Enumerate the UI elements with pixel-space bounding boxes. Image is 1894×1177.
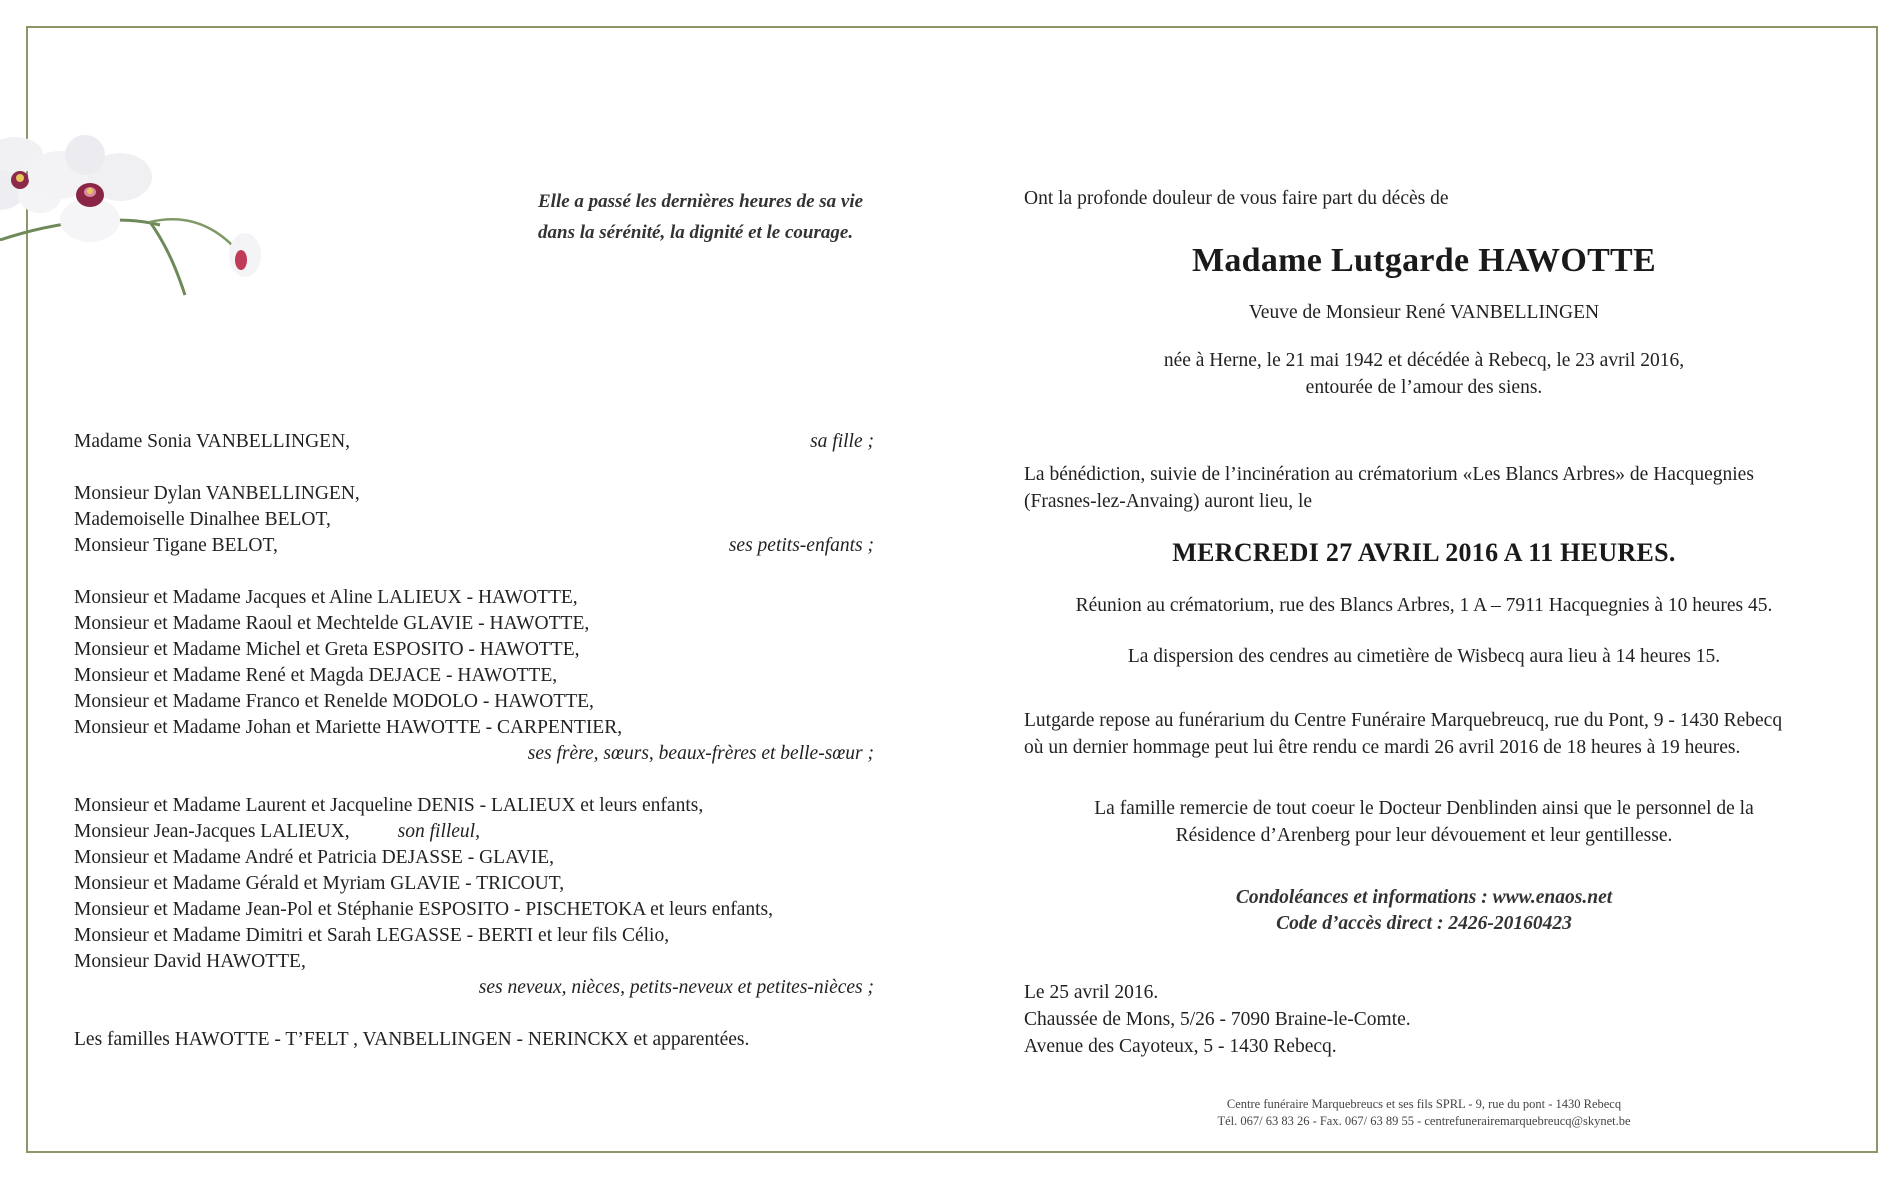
family-line: Monsieur et Madame André et Patricia DEJASSE - GLAVIE, — [74, 847, 555, 868]
family-line: Monsieur et Madame Jean-Pol et Stéphanie ESPOSITO - PISCHETOKA et leurs enfants, — [74, 899, 774, 920]
birth-death-info — [1024, 347, 1824, 401]
epitaph-quote — [538, 186, 878, 248]
footer-line: Tél. 067/ 63 83 26 - Fax. 067/ 63 89 55 - centrefunerairemarquebreucq@skynet.be — [1217, 1114, 1631, 1128]
meeting-info: Réunion au crématorium, rue des Blancs Arbres, 1 A – 7911 Hacquegnies à 10 heures 45. — [1075, 595, 1773, 616]
condolences-line: Condoléances et informations : www.enaos.net — [1235, 887, 1613, 908]
family-address — [1024, 979, 1824, 1060]
ceremony-info — [1024, 461, 1824, 515]
thanks-text — [1024, 795, 1824, 849]
family-line: Monsieur et Madame Michel et Greta ESPOSITO - HAWOTTE, — [74, 639, 580, 660]
address-line: Chaussée de Mons, 5/26 - 7090 Braine-le-Comte. — [1024, 1009, 1411, 1030]
family-line — [74, 429, 874, 455]
family-line: Monsieur et Madame René et Magda DEJACE - HAWOTTE, — [74, 665, 558, 686]
funeral-home-footer — [1024, 1096, 1824, 1130]
nephews-role: ses neveux, nièces, petits-neveux et petites-nièces ; — [478, 977, 874, 998]
families-line: Les familles HAWOTTE - T’FELT , VANBELLINGEN - NERINCKX et apparentées. — [74, 1029, 750, 1050]
address-line: Avenue des Cayoteux, 5 - 1430 Rebecq. — [1024, 1036, 1337, 1057]
access-code-line: Code d’accès direct : 2426-20160423 — [1276, 913, 1572, 934]
family-line: Monsieur et Madame Dimitri et Sarah LEGASSE - BERTI et leur fils Célio, — [74, 925, 670, 946]
rest-line: où un dernier hommage peut lui être rendu ce mardi 26 avril 2016 de 18 heures à 19 heures. — [1024, 737, 1741, 758]
orchid-flower-image — [0, 110, 280, 310]
birth-line: entourée de l’amour des siens. — [1305, 377, 1543, 398]
family-line — [74, 819, 874, 845]
deceased-name: Madame Lutgarde HAWOTTE — [1191, 242, 1657, 279]
family-list — [74, 429, 874, 1053]
birth-line: née à Herne, le 21 mai 1942 et décédée à Rebecq, le 23 avril 2016, — [1163, 350, 1685, 371]
godson-role: son filleul, — [397, 821, 480, 842]
family-line: Monsieur et Madame Johan et Mariette HAWOTTE - CARPENTIER, — [74, 717, 623, 738]
footer-line: Centre funéraire Marquebreucs et ses fils SPRL - 9, rue du pont - 1430 Rebecq — [1226, 1097, 1622, 1111]
thanks-line: La famille remercie de tout coeur le Docteur Denblinden ainsi que le personnel de la — [1094, 798, 1754, 819]
ceremony-line: La bénédiction, suivie de l’incinération au crématorium «Les Blancs Arbres» de Hacquegnies — [1024, 464, 1754, 485]
grandchild-name: Monsieur Tigane BELOT, — [74, 535, 278, 556]
family-line: Monsieur Dylan VANBELLINGEN, — [74, 483, 360, 504]
grandchildren-role: ses petits-enfants ; — [728, 535, 874, 556]
family-line: Mademoiselle Dinalhee BELOT, — [74, 509, 331, 530]
daughter-name: Madame Sonia VANBELLINGEN, — [74, 431, 351, 452]
widow-of: Veuve de Monsieur René VANBELLINGEN — [1248, 302, 1600, 323]
ceremony-date: MERCREDI 27 AVRIL 2016 A 11 HEURES. — [1172, 538, 1676, 567]
intro-text: Ont la profonde douleur de vous faire part du décès de — [1024, 188, 1449, 209]
quote-line: dans la sérénité, la dignité et le courage. — [538, 222, 854, 243]
family-line — [74, 533, 874, 559]
quote-line: Elle a passé les dernières heures de sa vie — [538, 191, 864, 212]
funerarium-info — [1024, 707, 1824, 761]
family-line: Monsieur et Madame Jacques et Aline LALIEUX - HAWOTTE, — [74, 587, 578, 608]
daughter-role: sa fille ; — [810, 431, 874, 452]
address-line: Le 25 avril 2016. — [1024, 982, 1159, 1003]
ceremony-line: (Frasnes-lez-Anvaing) auront lieu, le — [1024, 491, 1313, 512]
family-line: Monsieur et Madame Franco et Renelde MODOLO - HAWOTTE, — [74, 691, 594, 712]
family-line: Monsieur et Madame Laurent et Jacqueline DENIS - LALIEUX et leurs enfants, — [74, 795, 704, 816]
condolences-info — [1024, 885, 1824, 937]
dispersion-info: La dispersion des cendres au cimetière de Wisbecq aura lieu à 14 heures 15. — [1127, 646, 1721, 667]
rest-line: Lutgarde repose au funérarium du Centre Funéraire Marquebreucq, rue du Pont, 9 - 1430 Rebecq — [1024, 710, 1783, 731]
siblings-role: ses frère, sœurs, beaux-frères et belle-sœur ; — [527, 743, 874, 764]
family-line: Monsieur et Madame Raoul et Mechtelde GLAVIE - HAWOTTE, — [74, 613, 590, 634]
family-line: Monsieur David HAWOTTE, — [74, 951, 306, 972]
family-line: Monsieur et Madame Gérald et Myriam GLAVIE - TRICOUT, — [74, 873, 565, 894]
godson-name: Monsieur Jean-Jacques LALIEUX, — [74, 821, 350, 842]
thanks-line: Résidence d’Arenberg pour leur dévouement et leur gentillesse. — [1175, 825, 1673, 846]
